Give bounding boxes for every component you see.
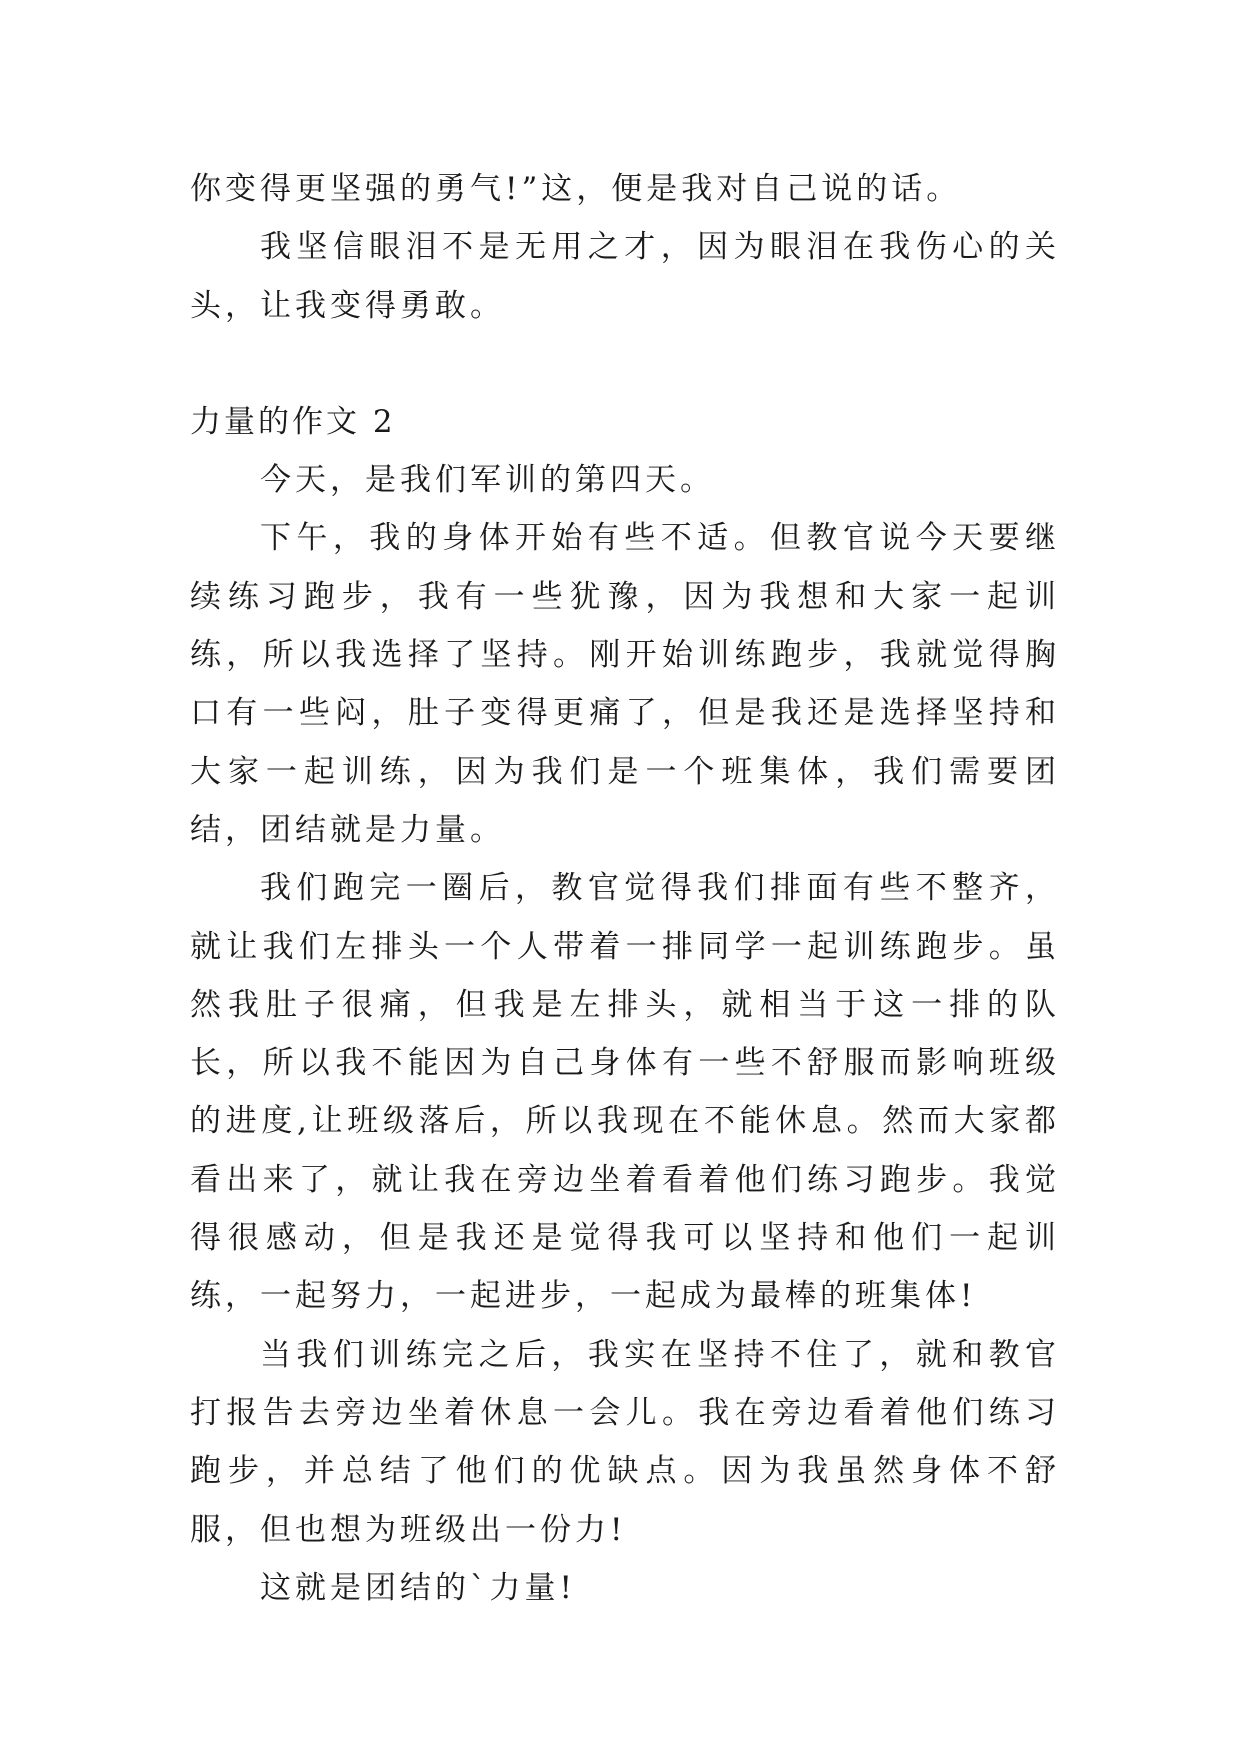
paragraph: 当我们训练完之后，我实在坚持不住了，就和教官打报告去旁边坐着休息一会儿。我在旁边看着他们练习跑步，并总结了他们的优缺点。因为我虽然身体不舒服，但也想为班级出一份力! <box>190 1336 1060 1548</box>
document-body <box>190 160 1060 1617</box>
paragraph: 今天，是我们军训的第四天。 <box>260 462 715 499</box>
paragraph-continued: 你变得更坚强的勇气!”这，便是我对自己说的话。 <box>190 171 962 207</box>
paragraph: 我坚信眼泪不是无用之才，因为眼泪在我伤心的关头，让我变得勇敢。 <box>190 229 1060 324</box>
paragraph: 我们跑完一圈后，教官觉得我们排面有些不整齐，就让我们左排头一个人带着一排同学一起训练跑步。虽然我肚子很痛，但我是左排头，就相当于这一排的队长，所以我不能因为自己身体有一些不舒服而影响班级的进度,让班级落后，所以我现在不能休息。然而大家都看出来了，就让我在旁边坐着看着他们练习跑步。我觉得很感动，但是我还是觉得我可以坚持和他们一起训练，一起努力，一起进步，一起成为最棒的班集体! <box>190 870 1060 1315</box>
paragraph: 下午，我的身体开始有些不适。但教官说今天要继续练习跑步，我有一些犹豫，因为我想和大家一起训练，所以我选择了坚持。刚开始训练跑步，我就觉得胸口有一些闷，肚子变得更痛了，但是我还是选择坚持和大家一起训练，因为我们是一个班集体，我们需要团结，团结就是力量。 <box>190 520 1060 848</box>
section-heading: 力量的作文 2 <box>190 403 396 440</box>
blank-line <box>190 335 1060 393</box>
paragraph: 这就是团结的`力量! <box>260 1569 576 1606</box>
